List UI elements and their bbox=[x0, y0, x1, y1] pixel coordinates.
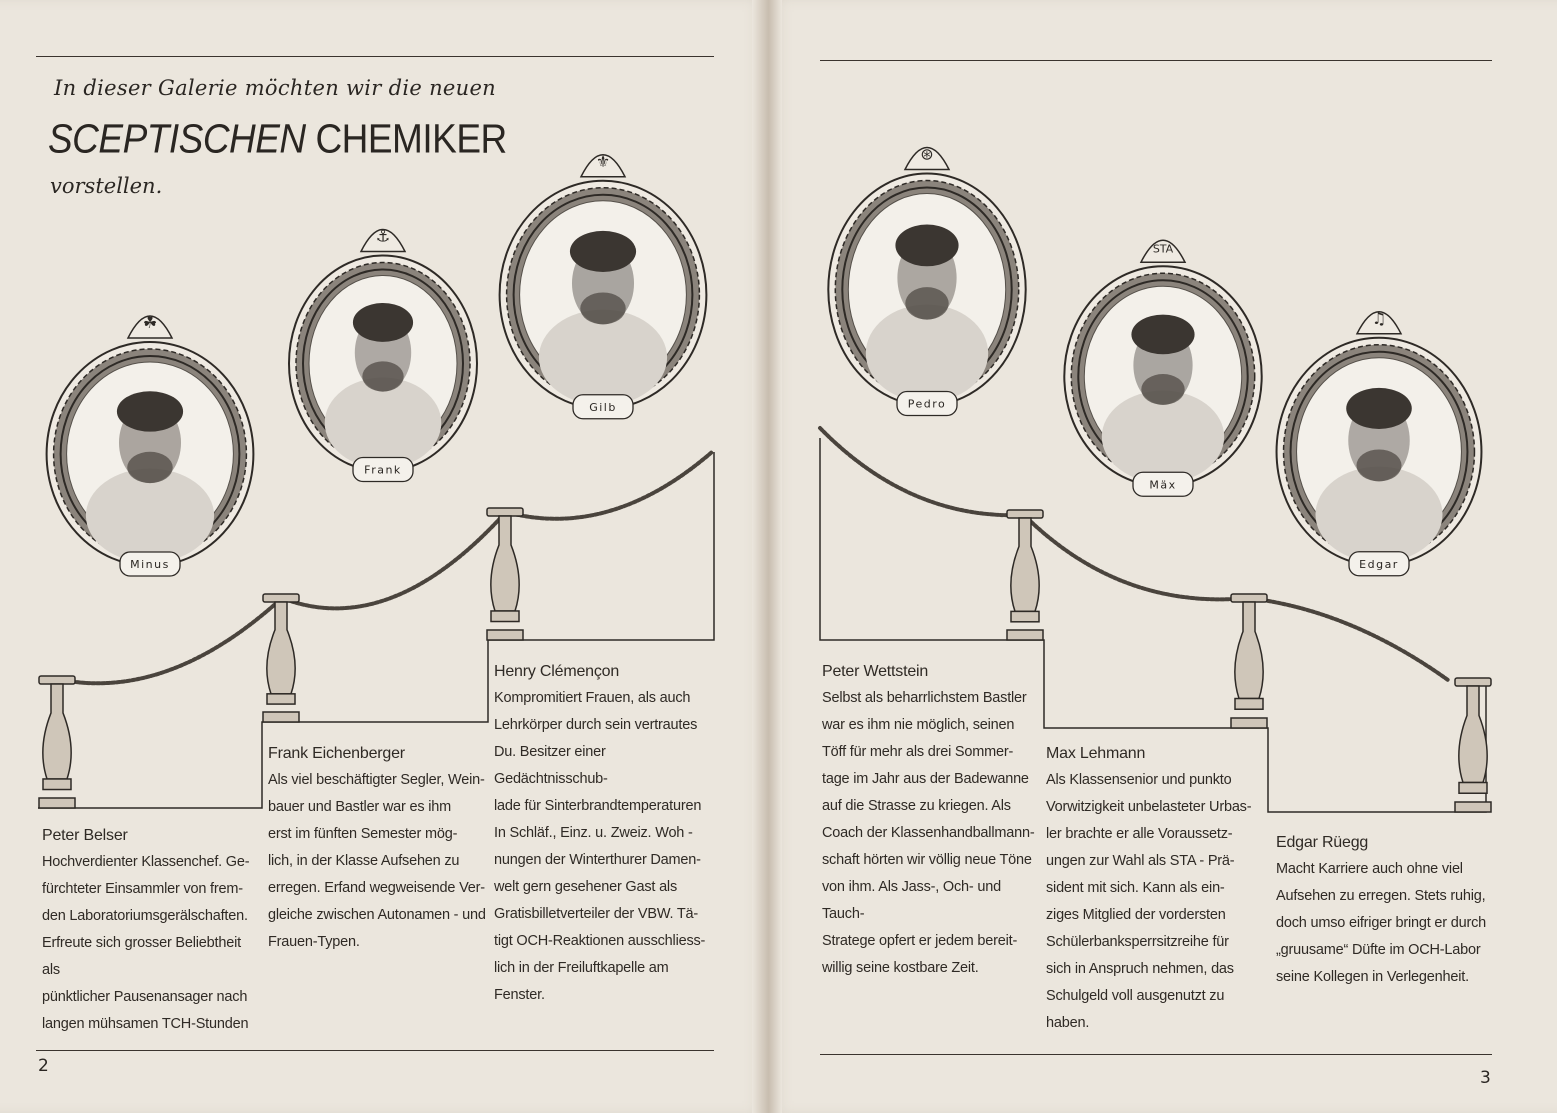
bio-text bbox=[268, 767, 488, 956]
nameplate-label: Minus bbox=[130, 558, 170, 571]
heading-title bbox=[48, 116, 507, 162]
bio-line: bauer und Bastler war es ihm bbox=[268, 799, 451, 815]
bio-line: Aufsehen zu erregen. Stets ruhig, bbox=[1276, 888, 1486, 904]
nameplate bbox=[897, 392, 957, 416]
svg-text:⚓: ⚓ bbox=[375, 226, 391, 246]
bio-line: tage im Jahr aus der Badewanne bbox=[822, 771, 1029, 787]
bio-max-lehmann bbox=[1046, 740, 1268, 1037]
bio-line: Vorwitzigkeit unbelasteter Urbas- bbox=[1046, 799, 1252, 815]
portrait-maex bbox=[1058, 225, 1268, 500]
portrait-frame-gilb bbox=[493, 138, 713, 423]
bio-line: welt gern gesehener Gast als bbox=[494, 879, 678, 895]
crest-icon bbox=[1141, 240, 1185, 262]
bio-line: Frauen-Typen. bbox=[268, 934, 360, 950]
bio-line: war es ihm nie möglich, seinen bbox=[822, 717, 1015, 733]
crest-icon bbox=[905, 145, 949, 170]
bio-name: Edgar Rüegg bbox=[1276, 834, 1369, 851]
bio-line: ziges Mitglied der vordersten bbox=[1046, 907, 1226, 923]
heading-outro: vorstellen. bbox=[50, 174, 163, 198]
bio-line: tigt OCH-Reaktionen ausschliess- bbox=[494, 933, 706, 949]
bio-line: schaft hörten wir völlig neue Töne bbox=[822, 852, 1032, 868]
svg-text:♫: ♫ bbox=[1371, 308, 1387, 328]
bio-line: Erfreute sich grosser Beliebtheit als bbox=[42, 935, 241, 978]
svg-text:☘: ☘ bbox=[142, 313, 158, 332]
nameplate-label: Edgar bbox=[1359, 557, 1399, 571]
bio-line: Als viel beschäftigter Segler, Wein- bbox=[268, 772, 485, 788]
portrait-pedro bbox=[822, 130, 1032, 420]
portrait-edgar bbox=[1270, 295, 1488, 580]
bio-line: fürchteter Einsammler von frem- bbox=[42, 881, 243, 897]
portrait-frank bbox=[283, 215, 483, 485]
bio-line: langen mühsamen TCH-Stunden bbox=[42, 1016, 249, 1032]
nameplate bbox=[1133, 472, 1193, 496]
bio-name: Frank Eichenberger bbox=[268, 745, 405, 762]
right-page bbox=[768, 0, 1557, 1113]
bio-line: Selbst als beharrlichstem Bastler bbox=[822, 690, 1027, 706]
bio-line: seine Kollegen in Verlegenheit. bbox=[1276, 969, 1469, 985]
bio-line: gleiche zwischen Autonamen - und bbox=[268, 907, 486, 923]
bio-line: sich in Anspruch nehmen, das bbox=[1046, 961, 1234, 977]
left-page bbox=[0, 0, 768, 1113]
bio-text bbox=[494, 685, 716, 1009]
bio-line: Du. Besitzer einer Gedächtnisschub- bbox=[494, 744, 608, 787]
portrait-minus bbox=[40, 300, 260, 580]
bio-name: Henry Clémençon bbox=[494, 663, 620, 680]
bio-line: sident mit sich. Kann als ein- bbox=[1046, 880, 1225, 896]
svg-text:⊛: ⊛ bbox=[920, 144, 934, 164]
bio-edgar-ruegg bbox=[1276, 829, 1498, 991]
top-rule bbox=[820, 60, 1492, 61]
portrait-frame-minus bbox=[40, 300, 260, 580]
heading-title-rest: CHEMIKER bbox=[315, 116, 507, 162]
bio-line: erregen. Erfand wegweisende Ver- bbox=[268, 880, 485, 896]
crest-icon bbox=[581, 152, 625, 177]
bio-line: Coach der Klassenhandballmann- bbox=[822, 825, 1035, 841]
bio-line: Schülerbanksperrsitzreihe für bbox=[1046, 934, 1229, 950]
portrait-frame-maex bbox=[1058, 225, 1268, 500]
nameplate-label: Gilb bbox=[589, 400, 617, 414]
nameplate-label: Pedro bbox=[907, 397, 947, 411]
bio-line: pünktlicher Pausenansager nach bbox=[42, 989, 248, 1005]
bio-name: Max Lehmann bbox=[1046, 745, 1146, 762]
nameplate bbox=[353, 458, 413, 482]
bio-line: erst im fünften Semester mög- bbox=[268, 826, 458, 842]
crest-icon bbox=[361, 227, 405, 252]
portrait-frame-pedro bbox=[822, 130, 1032, 420]
bio-line: Kompromitiert Frauen, als auch bbox=[494, 690, 691, 706]
portrait-frame-frank bbox=[283, 215, 483, 485]
svg-text:STA: STA bbox=[1152, 242, 1174, 256]
bio-line: den Laboratoriumsgerälschaften. bbox=[42, 908, 248, 924]
bio-line: ungen zur Wahl als STA - Prä- bbox=[1046, 853, 1235, 869]
page-number-left: 2 bbox=[38, 1056, 49, 1076]
crest-icon bbox=[1357, 309, 1401, 334]
bio-name: Peter Wettstein bbox=[822, 663, 929, 680]
bio-line: ler brachte er alle Voraussetz- bbox=[1046, 826, 1233, 842]
bio-line: nungen der Winterthurer Damen- bbox=[494, 852, 701, 868]
bio-line: Lehrkörper durch sein vertrautes bbox=[494, 717, 698, 733]
portrait-frame-edgar bbox=[1270, 295, 1488, 580]
bio-line: Töff für mehr als drei Sommer- bbox=[822, 744, 1014, 760]
nameplate-label: Frank bbox=[364, 463, 402, 477]
bio-line: doch umso eifriger bringt er durch bbox=[1276, 915, 1486, 931]
bio-text bbox=[1046, 767, 1268, 1037]
nameplate bbox=[573, 395, 633, 419]
bio-line: lich, in der Klasse Aufsehen zu bbox=[268, 853, 460, 869]
bio-line: lade für Sinterbrandtemperaturen bbox=[494, 798, 702, 814]
book-gutter bbox=[752, 0, 782, 1113]
heading-intro: In dieser Galerie möchten wir die neuen bbox=[54, 76, 497, 100]
top-rule bbox=[36, 56, 714, 57]
bio-line: Gratisbilletverteiler der VBW. Tä- bbox=[494, 906, 699, 922]
bio-peter-belser bbox=[42, 822, 262, 1038]
heading-title-italic: SCEPTISCHEN bbox=[48, 116, 306, 162]
bio-line: Als Klassensenior und punkto bbox=[1046, 772, 1232, 788]
nameplate bbox=[1349, 552, 1409, 576]
bio-henry-clemencon bbox=[494, 658, 716, 1009]
bio-line: Hochverdienter Klassenchef. Ge- bbox=[42, 854, 250, 870]
bottom-rule bbox=[36, 1050, 714, 1051]
bio-text bbox=[1276, 856, 1498, 991]
bio-line: Stratege opfert er jedem bereit- bbox=[822, 933, 1018, 949]
bio-name: Peter Belser bbox=[42, 827, 128, 844]
nameplate bbox=[120, 552, 180, 576]
nameplate-label: Mäx bbox=[1149, 478, 1177, 492]
bio-line: „gruusame“ Düfte im OCH-Labor bbox=[1276, 942, 1481, 958]
bio-line: Schulgeld voll ausgenutzt zu haben. bbox=[1046, 988, 1225, 1031]
bio-line: Macht Karriere auch ohne viel bbox=[1276, 861, 1463, 877]
bio-line: lich in der Freiluftkapelle am bbox=[494, 960, 669, 976]
bio-line: willig seine kostbare Zeit. bbox=[822, 960, 979, 976]
crest-icon bbox=[128, 313, 172, 338]
page-number-right: 3 bbox=[1480, 1068, 1491, 1088]
bio-line: auf die Strasse zu kriegen. Als bbox=[822, 798, 1011, 814]
portrait-gilb bbox=[493, 138, 713, 423]
bio-peter-wettstein bbox=[822, 658, 1044, 982]
bottom-rule bbox=[820, 1054, 1492, 1055]
bio-line: Fenster. bbox=[494, 987, 545, 1003]
bio-line: In Schläf., Einz. u. Zweiz. Woh - bbox=[494, 825, 693, 841]
bio-text bbox=[42, 849, 262, 1038]
bio-line: von ihm. Als Jass-, Och- und Tauch- bbox=[822, 879, 1001, 922]
bio-frank-eichenberger bbox=[268, 740, 488, 956]
bio-text bbox=[822, 685, 1044, 982]
svg-text:⚜: ⚜ bbox=[595, 151, 611, 171]
